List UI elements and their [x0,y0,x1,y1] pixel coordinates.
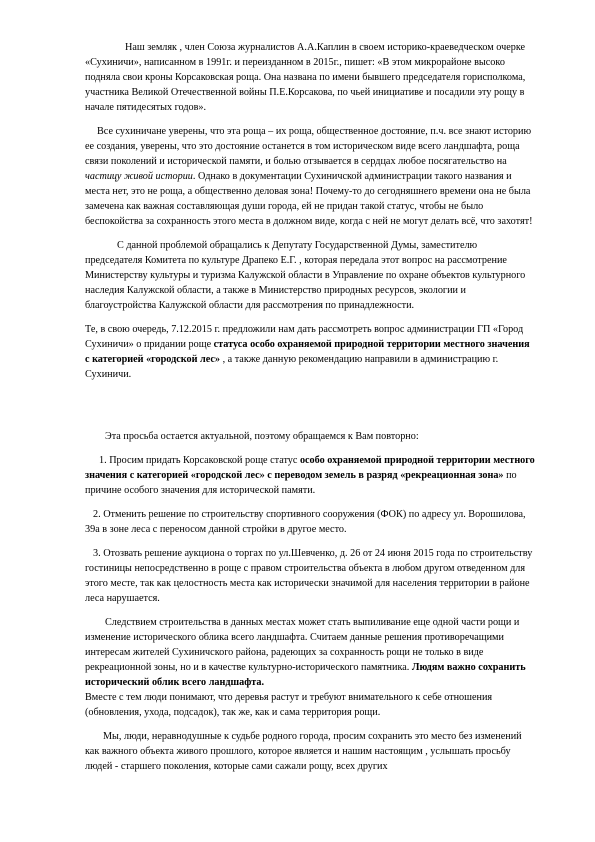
emphasis-recreation-zone: особо охраняемой природной территории местного значения с категорией «городской лес» с переводом земель в разряд «рекреационная зона» [85,455,535,481]
emphasis-preserve-landscape: Людям важно сохранить исторический облик всего ландшафта. [85,662,526,688]
paragraph-consequences: Следствием строительства в данных местах может стать выпиливание еще одной части рощи и изменение исторического облика всего ландшафта. Считаем данные решения противоречащими интересам жителей Сухиничского района, радеющих за сохранность рощи не только в виде рекреационной зоны, но и в качестве культурно-исторического памятника. Людям важно сохранить исторический облик всего ландшафта. [85,617,526,688]
list-item-2: 2. Отменить решение по строительству спортивного сооружения (ФОК) по адресу ул. Ворошилова, 39а в зоне леса с переносом данной стройки в другое место. [85,509,526,535]
list-item-3: 3. Отозвать решение аукциона о торгах по ул.Шевченко, д. 26 от 24 июня 2015 года по строительству гостиницы непосредственно в роще с правом строительства объекта в любом другом отведенном для этого месте, так как целостность места как исторически значимой для населения территории в районе леса нарушается. [85,548,533,604]
list-item-1: 1. Просим придать Корсаковской роще статус особо охраняемой природной территории местного значения с категорией «городской лес» с переводом земель в разряд «рекреационная зона» по причине особого значения для исторической памяти. [85,455,535,496]
emphasis-living-history: частицу живой истории [85,171,193,182]
paragraph-public-heritage: Все сухиничане уверены, что эта роща – их роща, общественное достояние, п.ч. все знают историю ее создания, уверены, что это достояние останется в том историческом виде всего ландшафта, роща связи поколений и исторической памяти, и болью отзывается в сердцах любое посягательство на частицу живой истории. Однако в документации Сухиничской администрации такого названия и места нет, это не роща, а общественно деловая зона! Почему-то до сегодняшнего времени она не была замечена как важная составляющая души города, ей не придан такой статус, чтобы не было беспокойства за сохранность этого места в должном виде, когда с ней не могут делать всё, что захотят! [85,126,533,227]
paragraph-status-proposal: Те, в свою очередь, 7.12.2015 г. предложили нам дать рассмотреть вопрос администрации ГП «Город Сухиничи» о придании роще статуса особо охраняемой природной территории местного значения с категорией «городской лес» , а также данную рекомендацию направили в администрацию г. Сухиничи. [85,324,530,380]
document-body [85,40,535,774]
paragraph-duma-appeal: С данной проблемой обращались к Депутату Государственной Думы, заместителю председателя Комитета по культуре Драпеко Е.Г. , которая передала этот вопрос на рассмотрение Министерству культуры и туризма Калужской области в Управление по охране объектов культурного наследия Калужской области, а также в Министерство природных ресурсов, экологии и благоустройства Калужской области для рассмотрения по принадлежности. [85,240,526,311]
paragraph-repeat-request: Эта просьба остается актуальной, поэтому обращаемся к Вам повторно: [105,431,419,442]
emphasis-protected-status: статуса особо охраняемой природной территории местного значения с категорией «городской лес» [85,339,530,365]
paragraph-kaplin-quote: Наш земляк , член Союза журналистов А.А.Каплин в своем историко-краеведческом очерке «Сухиничи», написанном в 1991г. и переизданном в 2015г., пишет: «В этом микрорайоне высоко подняла свои кроны Корсаковская роща. Она названа по имени бывшего председателя горисполкома, участника Великой Отечественной войны П.Е.Корсакова, по чьей инициативе и посадили эту рощу в начале пятидесятых годов». [85,42,526,113]
paragraph-trees-care: Вместе с тем люди понимают, что деревья растут и требуют внимательного к себе отношения (обновления, ухода, подсадок), так же, как и сама территория рощи. [85,692,493,718]
paragraph-citizens-request: Мы, люди, неравнодушные к судьбе родного города, просим сохранить это место без изменений как важного объекта живого прошлого, которое является и нашим настоящим , услышать просьбу людей - старшего поколения, которые сами сажали рощу, всех других [85,731,522,772]
